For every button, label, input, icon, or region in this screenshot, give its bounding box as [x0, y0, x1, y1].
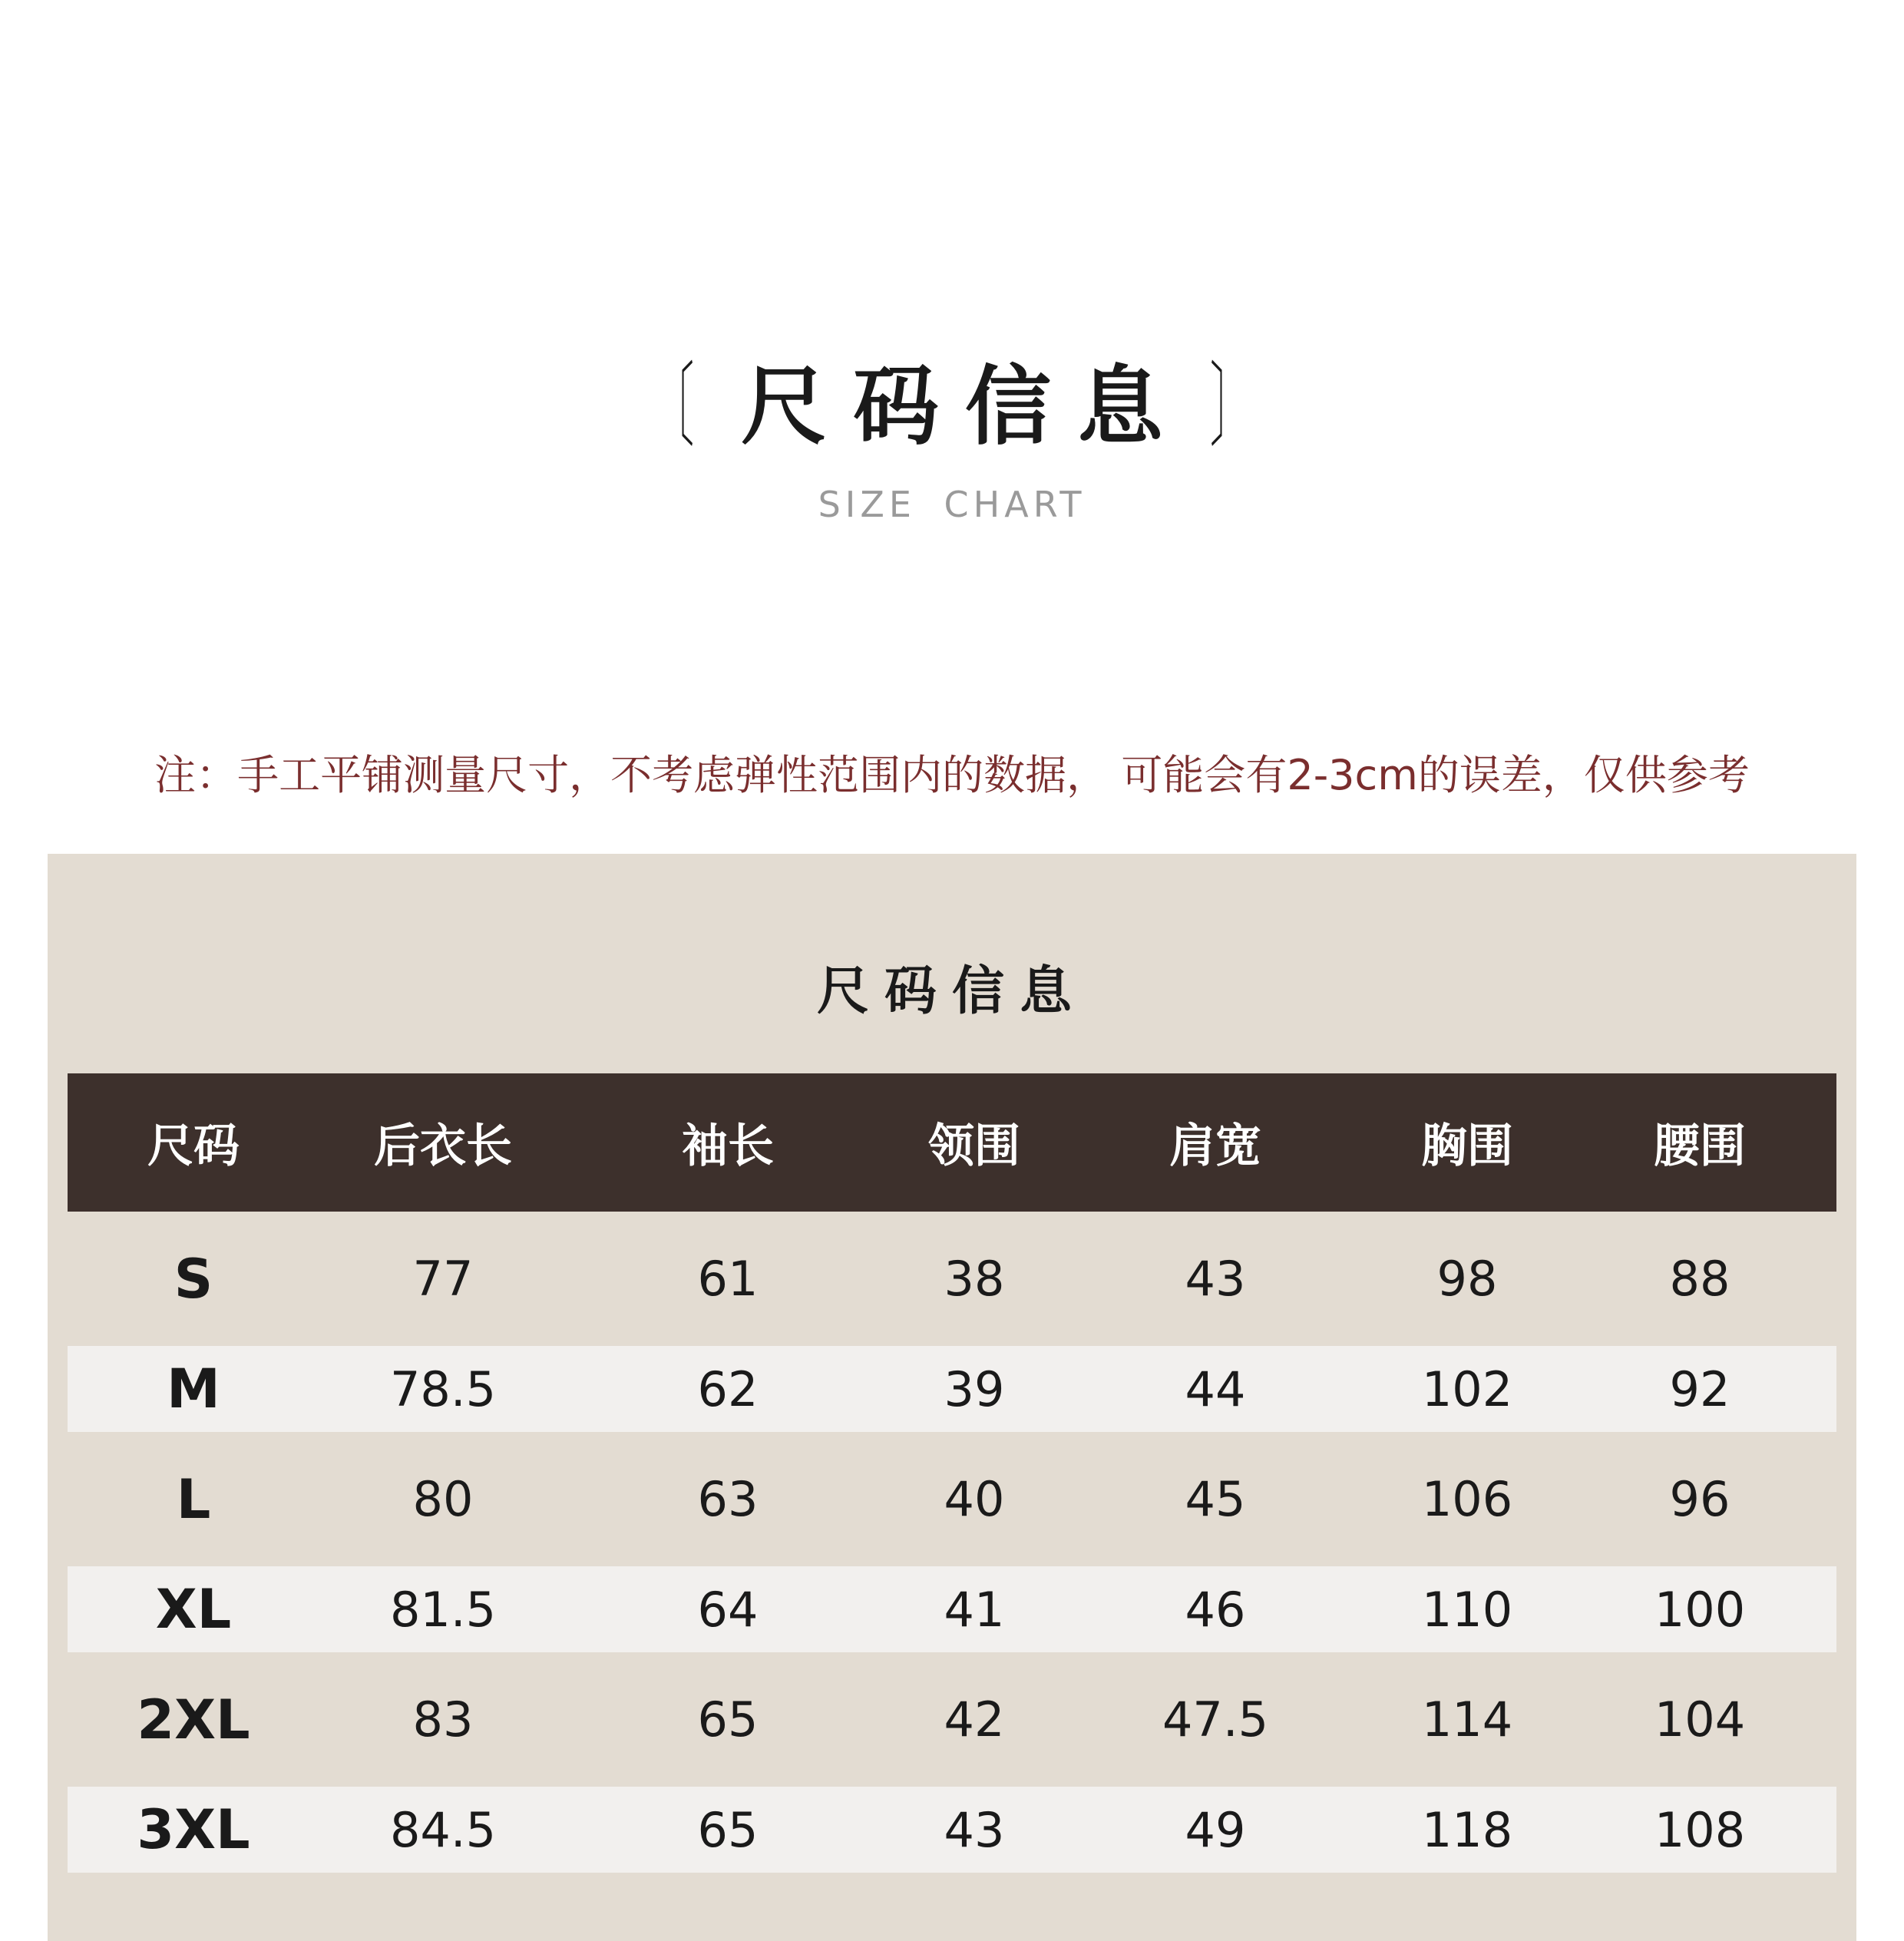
size-label: M — [167, 1357, 220, 1420]
table-cell: 88 — [1669, 1251, 1730, 1307]
table-cell: 63 — [697, 1471, 759, 1527]
table-cell: 84.5 — [389, 1801, 497, 1858]
table-row — [68, 1787, 1836, 1873]
table-cell: 104 — [1654, 1691, 1746, 1748]
table-cell: 61 — [697, 1251, 759, 1307]
table-row — [68, 1212, 1836, 1346]
table-cell: 114 — [1421, 1691, 1513, 1748]
table-cell: 45 — [1185, 1471, 1246, 1527]
table-cell: 65 — [697, 1691, 759, 1748]
size-label: 2XL — [137, 1688, 250, 1751]
column-header-shoulder: 肩宽 — [1169, 1119, 1261, 1173]
size-table — [68, 1073, 1836, 1873]
table-cell: 100 — [1654, 1581, 1746, 1638]
table-cell: 98 — [1436, 1251, 1498, 1307]
table-row — [68, 1346, 1836, 1432]
table-row — [68, 1566, 1836, 1652]
page-title: 尺码信息 — [741, 357, 1189, 457]
column-header-back-length: 后衣长 — [374, 1119, 512, 1173]
table-cell: 92 — [1669, 1361, 1730, 1417]
table-cell: 43 — [1185, 1251, 1246, 1307]
table-cell: 78.5 — [389, 1361, 497, 1417]
size-table-panel — [48, 854, 1856, 1941]
table-cell: 65 — [697, 1801, 759, 1858]
column-header-collar: 领围 — [928, 1119, 1020, 1173]
table-cell: 102 — [1421, 1361, 1513, 1417]
size-label: S — [174, 1247, 213, 1311]
column-header-sleeve-length: 袖长 — [682, 1119, 774, 1173]
table-cell: 108 — [1654, 1801, 1746, 1858]
size-label: 3XL — [137, 1798, 250, 1861]
table-row — [68, 1652, 1836, 1787]
table-cell: 96 — [1669, 1471, 1730, 1527]
table-cell: 80 — [412, 1471, 474, 1527]
table-cell: 106 — [1421, 1471, 1513, 1527]
table-cell: 44 — [1185, 1361, 1246, 1417]
page-subtitle: SIZE CHART — [818, 484, 1086, 525]
measurement-note: 注：手工平铺测量尺寸，不考虑弹性范围内的数据， 可能会有2-3cm的误差，仅供参考 — [154, 751, 1750, 799]
column-header-waist: 腰围 — [1654, 1119, 1746, 1173]
table-cell: 47.5 — [1162, 1691, 1269, 1748]
size-label: L — [176, 1467, 211, 1531]
table-cell: 62 — [697, 1361, 759, 1417]
table-cell: 64 — [697, 1581, 759, 1638]
table-cell: 83 — [412, 1691, 474, 1748]
table-cell: 43 — [944, 1801, 1005, 1858]
table-cell: 41 — [944, 1581, 1005, 1638]
table-cell: 38 — [944, 1251, 1005, 1307]
right-bracket: 〕 — [1210, 353, 1251, 460]
column-header-chest: 胸围 — [1421, 1119, 1513, 1173]
size-label: XL — [155, 1578, 232, 1641]
table-row — [68, 1432, 1836, 1566]
table-cell: 49 — [1185, 1801, 1246, 1858]
table-cell: 39 — [944, 1361, 1005, 1417]
left-bracket: 〔 — [653, 353, 694, 460]
table-title: 尺码信息 — [816, 961, 1087, 1022]
column-header-size: 尺码 — [147, 1119, 240, 1173]
table-cell: 42 — [944, 1691, 1005, 1748]
table-header-row — [68, 1073, 1836, 1212]
table-cell: 118 — [1421, 1801, 1513, 1858]
table-cell: 110 — [1421, 1581, 1513, 1638]
title-row — [627, 353, 1277, 460]
table-cell: 40 — [944, 1471, 1005, 1527]
table-cell: 81.5 — [389, 1581, 497, 1638]
table-cell: 77 — [412, 1251, 474, 1307]
size-chart-header — [0, 353, 1904, 525]
table-cell: 46 — [1185, 1581, 1246, 1638]
